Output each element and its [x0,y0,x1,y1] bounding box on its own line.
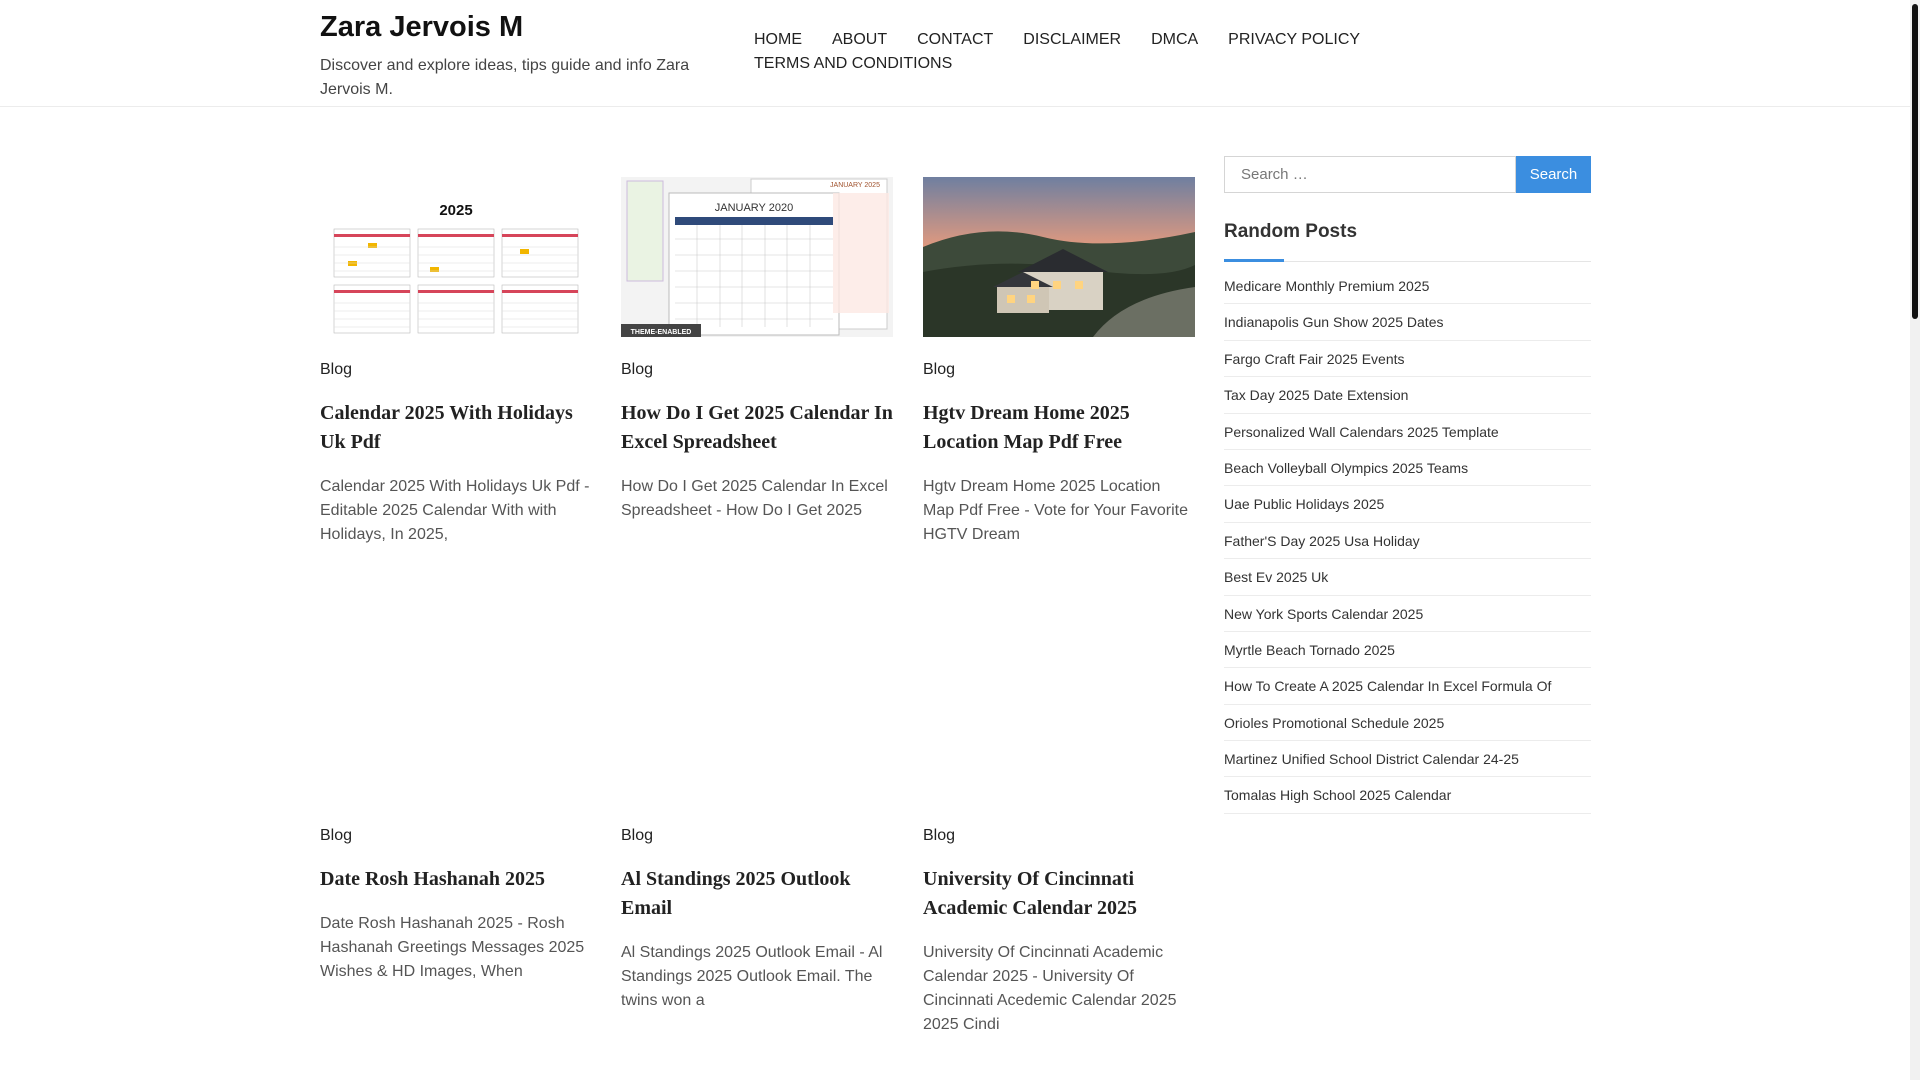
main-navigation [754,28,1394,76]
post-title[interactable]: How Do I Get 2025 Calendar In Excel Spreadsheet [621,402,893,453]
post-excerpt: Al Standings 2025 Outlook Email - Al Standings 2025 Outlook Email. The twins won a [621,944,883,1009]
post-category[interactable]: Blog [621,361,654,378]
post-category[interactable]: Blog [320,827,353,844]
random-post-link[interactable]: Uae Public Holidays 2025 [1224,486,1591,522]
post-excerpt: How Do I Get 2025 Calendar In Excel Spreadsheet - How Do I Get 2025 [621,478,888,519]
random-post-link[interactable]: How To Create A 2025 Calendar In Excel Formula Of [1224,668,1591,704]
post-thumbnail[interactable] [621,177,893,337]
random-post-link[interactable]: Orioles Promotional Schedule 2025 [1224,705,1591,741]
search-button[interactable]: Search [1516,156,1591,193]
post-excerpt: Date Rosh Hashanah 2025 - Rosh Hashanah Greetings Messages 2025 Wishes & HD Images, When [320,915,585,980]
nav-item-contact[interactable]: CONTACT [917,31,994,48]
post-title[interactable]: Hgtv Dream Home 2025 Location Map Pdf Free [923,402,1130,453]
post-card [923,177,1195,547]
post-excerpt: University Of Cincinnati Academic Calendar 2025 - University Of Cincinnati Acedemic Calendar 2025 2025 Cindi [923,944,1177,1033]
post-card [621,643,893,1013]
random-post-link[interactable]: New York Sports Calendar 2025 [1224,596,1591,632]
random-post-link[interactable]: Tomalas High School 2025 Calendar [1224,777,1591,813]
search-form [1224,156,1591,193]
post-category[interactable]: Blog [923,361,956,378]
post-category[interactable]: Blog [621,827,654,844]
random-post-link[interactable]: Fargo Craft Fair 2025 Events [1224,341,1591,377]
post-thumbnail[interactable] [320,643,592,803]
site-branding [320,10,720,102]
post-card [923,643,1195,1037]
random-post-link[interactable]: Best Ev 2025 Uk [1224,559,1591,595]
scrollbar-thumb[interactable] [1912,4,1918,319]
thumb-month-back: JANUARY 2025 [830,182,880,189]
post-title[interactable]: Al Standings 2025 Outlook Email [621,868,851,919]
post-category[interactable]: Blog [320,361,353,378]
post-card [320,177,592,547]
nav-menu [754,28,1394,76]
mini-calendar-grid [334,229,578,333]
post-title[interactable]: Calendar 2025 With Holidays Uk Pdf [320,402,573,453]
random-post-link[interactable]: Tax Day 2025 Date Extension [1224,377,1591,413]
page-scrollbar[interactable] [1910,0,1920,1080]
random-posts-title: Random Posts [1224,221,1591,262]
random-post-link[interactable]: Beach Volleyball Olympics 2025 Teams [1224,450,1591,486]
post-title[interactable]: University Of Cincinnati Academic Calendar 2025 [923,868,1138,919]
post-title[interactable]: Date Rosh Hashanah 2025 [320,868,546,890]
random-post-link[interactable]: Medicare Monthly Premium 2025 [1224,268,1591,304]
nav-item-home[interactable]: HOME [754,31,802,48]
post-card [320,643,592,984]
post-card [621,177,893,523]
random-post-link[interactable]: Father'S Day 2025 Usa Holiday [1224,523,1591,559]
post-thumbnail[interactable] [621,643,893,803]
post-thumbnail[interactable] [320,177,592,337]
nav-item-disclaimer[interactable]: DISCLAIMER [1023,31,1122,48]
nav-item-about[interactable]: ABOUT [832,31,888,48]
site-title[interactable]: Zara Jervois M [320,11,524,43]
random-post-link[interactable]: Personalized Wall Calendars 2025 Template [1224,414,1591,450]
post-excerpt: Hgtv Dream Home 2025 Location Map Pdf Free - Vote for Your Favorite HGTV Dream [923,478,1189,543]
calendar-thumbnail-image [320,177,592,337]
random-post-link[interactable]: Indianapolis Gun Show 2025 Dates [1224,304,1591,340]
random-posts-list [1224,268,1591,814]
post-excerpt: Calendar 2025 With Holidays Uk Pdf - Editable 2025 Calendar With with Holidays, In 2025, [320,478,590,543]
random-post-link[interactable]: Myrtle Beach Tornado 2025 [1224,632,1591,668]
site-description: Discover and explore ideas, tips guide and info Zara Jervois M. [320,57,690,98]
nav-item-dmca[interactable]: DMCA [1151,31,1199,48]
nav-item-privacy-policy[interactable]: PRIVACY POLICY [1228,31,1361,48]
thumb-month-front: JANUARY 2020 [714,202,794,214]
thumb-year: 2025 [439,202,473,219]
site-header [0,0,1910,107]
post-thumbnail[interactable] [923,643,1195,803]
sidebar [1224,156,1591,814]
search-input[interactable] [1224,156,1516,193]
random-post-link[interactable]: Martinez Unified School District Calendar 24-25 [1224,741,1591,777]
post-thumbnail[interactable] [923,177,1195,337]
house-photo-image [923,177,1195,337]
spreadsheet-calendar-image [621,177,893,337]
nav-item-terms[interactable]: TERMS AND CONDITIONS [754,55,953,72]
post-category[interactable]: Blog [923,827,956,844]
thumb-badge: THEME-ENABLED [630,329,692,336]
